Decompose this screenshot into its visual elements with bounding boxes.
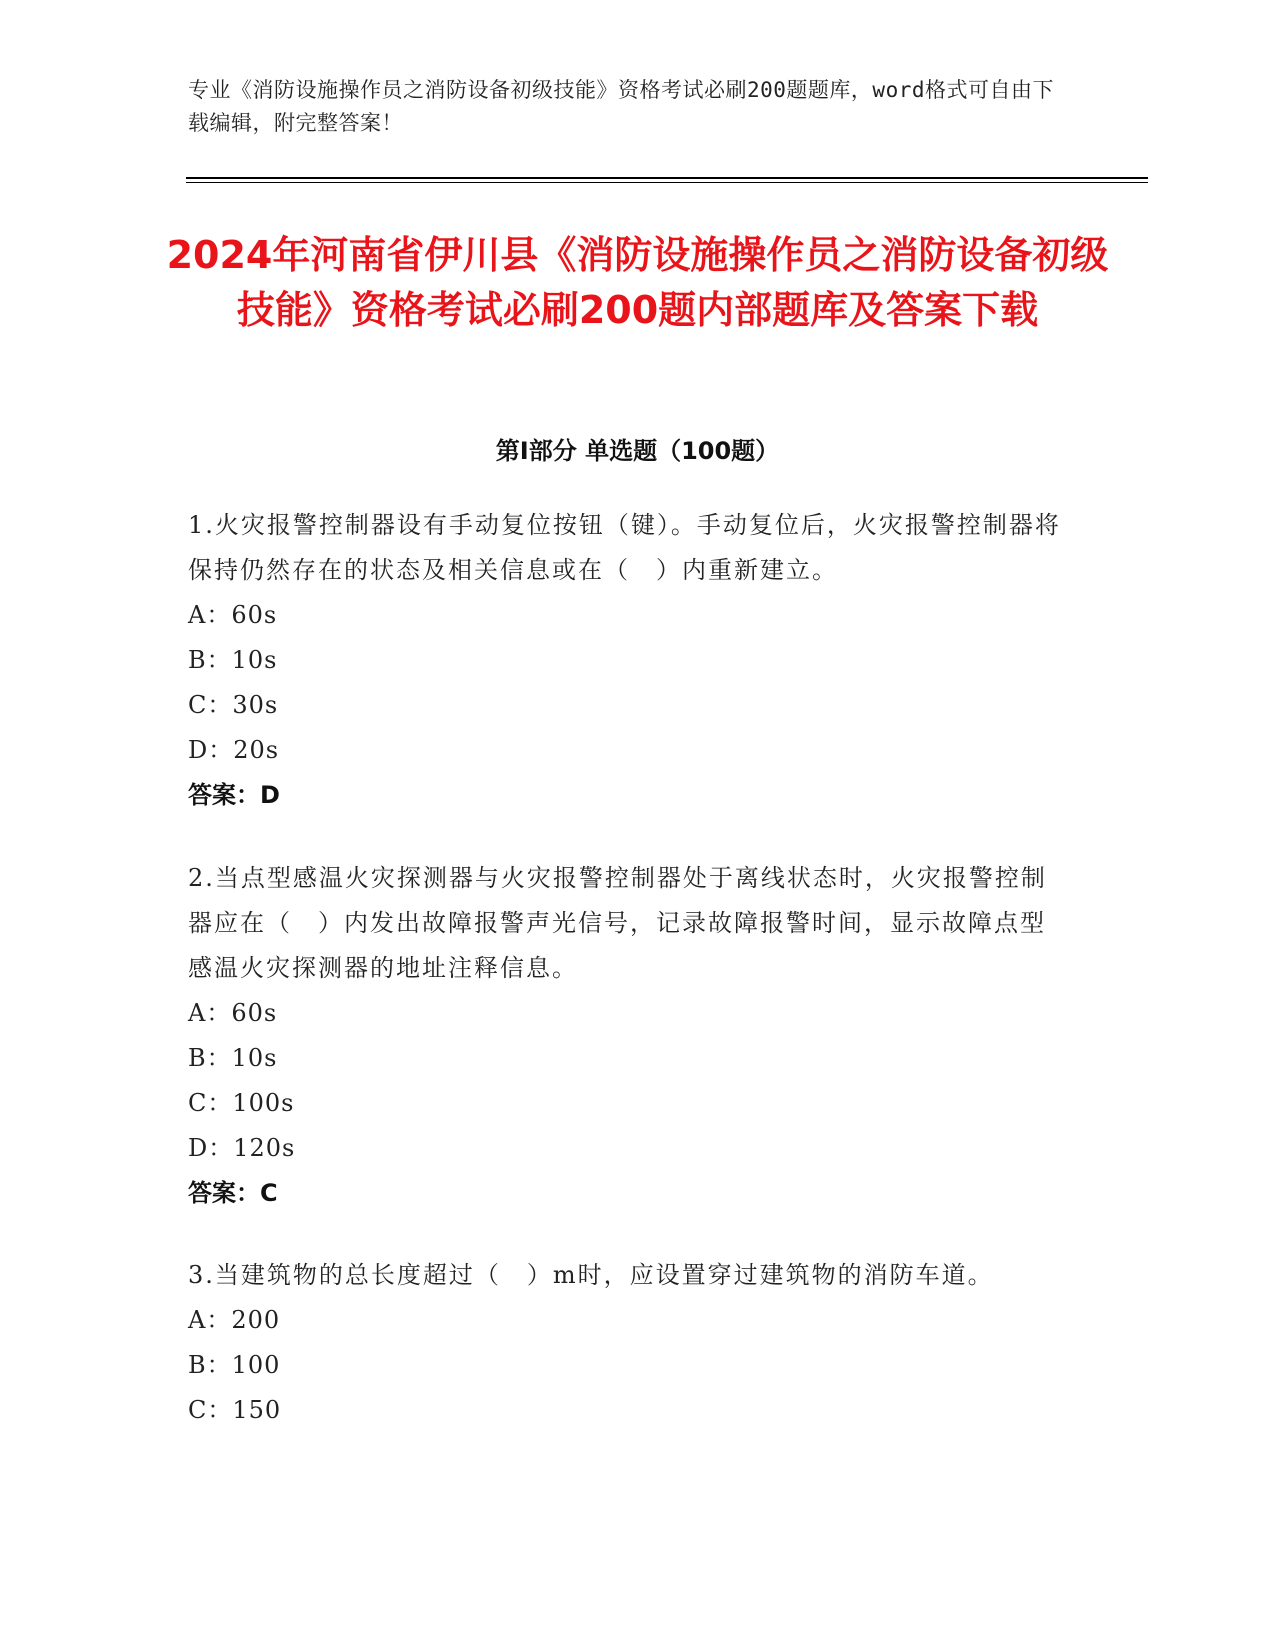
option-b: B：100 (188, 1351, 281, 1379)
option-a: A：60s (188, 601, 278, 629)
option-c: C：30s (188, 691, 279, 719)
question-1 (188, 503, 1068, 818)
question-2 (188, 856, 1068, 1216)
question-stem: 1.火灾报警控制器设有手动复位按钮（键）。手动复位后，火灾报警控制器将保持仍然存在的状态及相关信息或在（ ）内重新建立。 (188, 511, 1061, 584)
section-title: 第Ⅰ部分 单选题（100题） (495, 437, 780, 465)
header-divider-thick (186, 177, 1148, 179)
option-b: B：10s (188, 1044, 278, 1072)
option-c: C：100s (188, 1089, 295, 1117)
header-divider-thin (186, 182, 1148, 183)
option-d: D：20s (188, 736, 280, 764)
header-note: 专业《消防设施操作员之消防设备初级技能》资格考试必刷200题题库，word格式可自由下载编辑，附完整答案！ (188, 78, 1054, 135)
option-d: D：120s (188, 1134, 296, 1162)
question-3 (188, 1253, 1068, 1433)
question-stem: 2.当点型感温火灾探测器与火灾报警控制器处于离线状态时，火灾报警控制器应在（ ）内发出故障报警声光信号，记录故障报警时间，显示故障点型感温火灾探测器的地址注释信息。 (188, 864, 1047, 982)
option-c: C：150 (188, 1396, 282, 1424)
option-a: A：60s (188, 999, 278, 1027)
answer: 答案：C (188, 1179, 278, 1207)
option-a: A：200 (188, 1306, 281, 1334)
option-b: B：10s (188, 646, 278, 674)
question-stem: 3.当建筑物的总长度超过（ ）m时，应设置穿过建筑物的消防车道。 (188, 1261, 994, 1289)
document-title: 2024年河南省伊川县《消防设施操作员之消防设备初级技能》资格考试必刷200题内部题库及答案下载 (166, 233, 1109, 332)
answer: 答案：D (188, 781, 280, 809)
